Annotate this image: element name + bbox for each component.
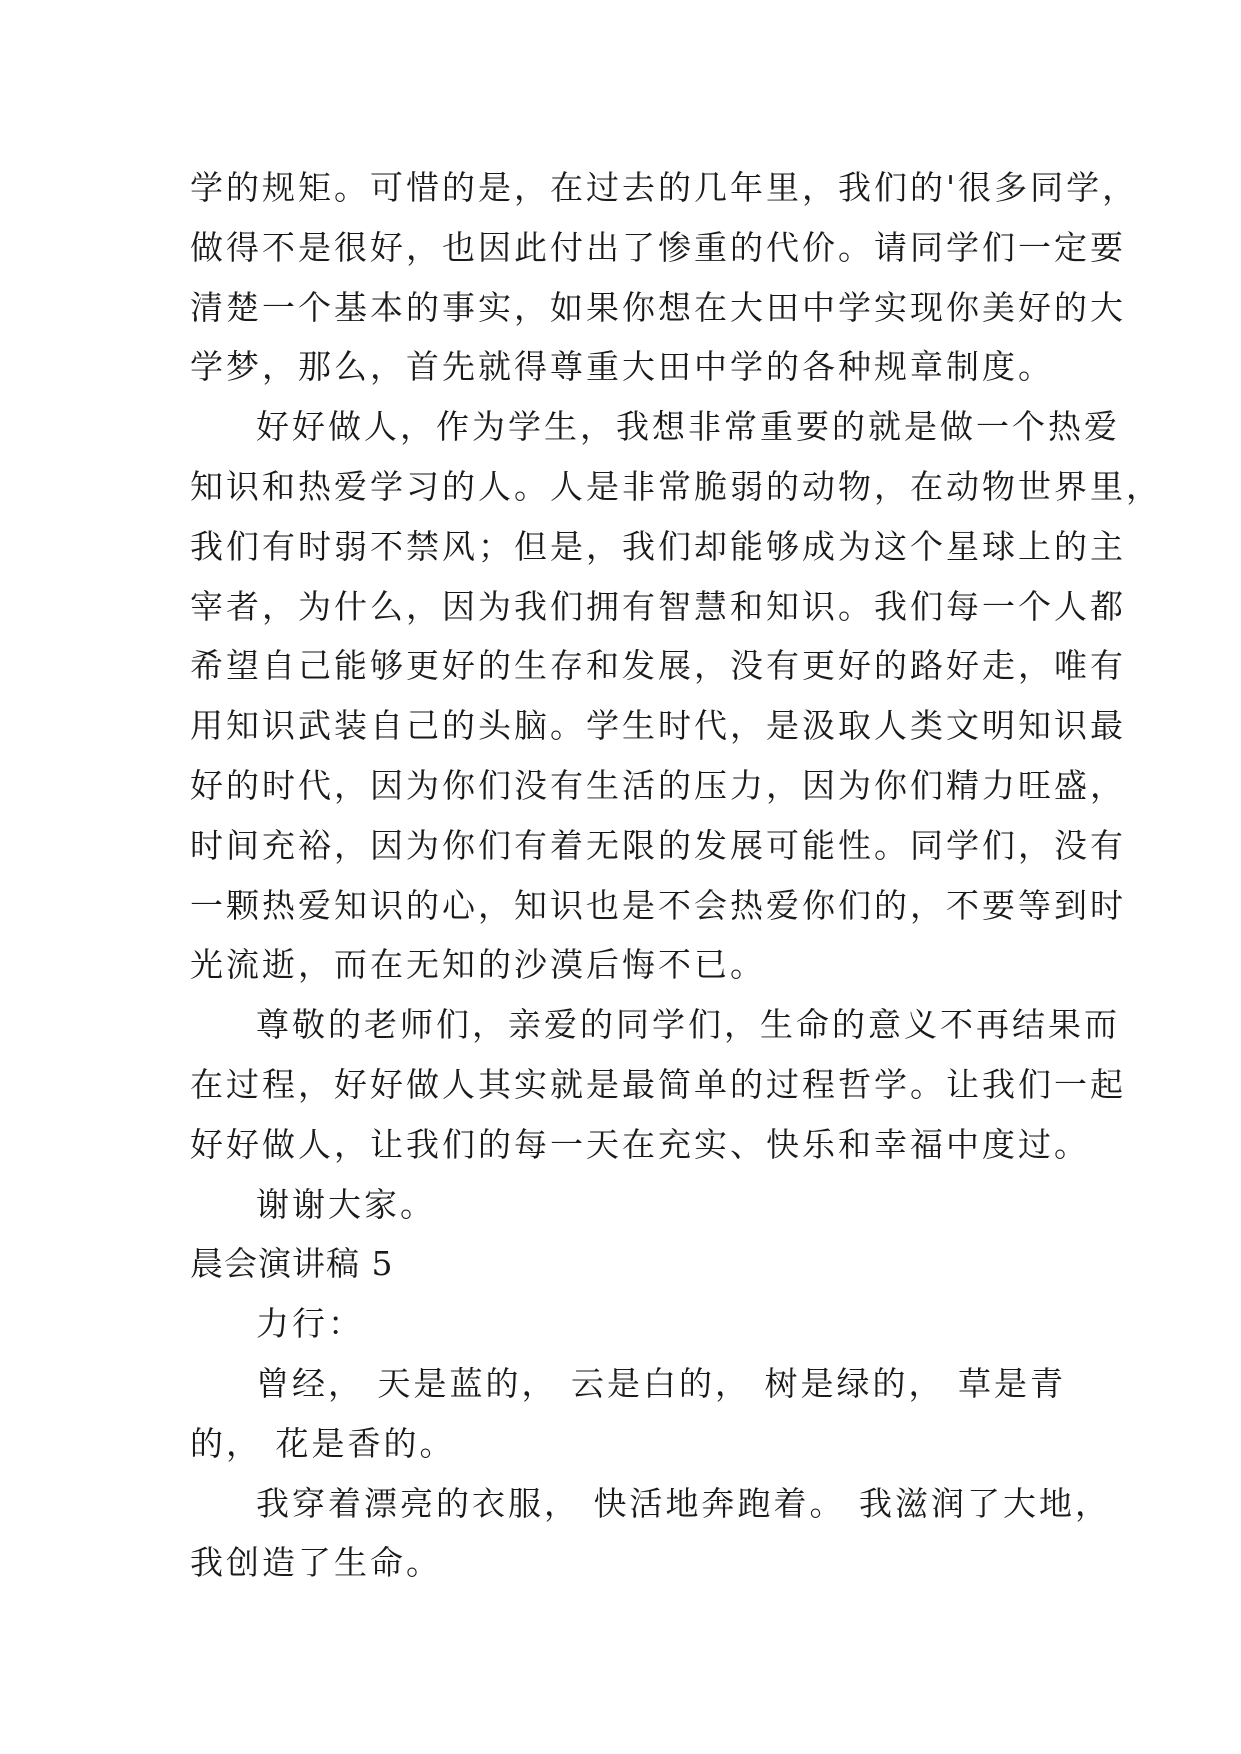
- text-line: 清楚一个基本的事实，如果你想在大田中学实现你美好的大: [190, 287, 1126, 327]
- text-line: 时间充裕，因为你们有着无限的发展可能性。同学们，没有: [190, 825, 1126, 865]
- text-line: 希望自己能够更好的生存和发展，没有更好的路好走，唯有: [190, 646, 1126, 686]
- paragraph: [190, 158, 1139, 397]
- text-line: 在过程，好好做人其实就是最简单的过程哲学。让我们一起: [190, 1064, 1126, 1104]
- paragraph: [190, 397, 1162, 995]
- text-line: 力行：: [256, 1304, 364, 1344]
- section-heading: [190, 1234, 1050, 1294]
- text-line: 光流逝，而在无知的沙漠后悔不已。: [190, 945, 766, 985]
- paragraph: [190, 1294, 1050, 1354]
- text-line: 学的规矩。可惜的是，在过去的几年里，我们的'很多同学，: [190, 168, 1139, 207]
- text-line: 晨会演讲稿 5: [190, 1244, 394, 1284]
- text-line: 好好做人，作为学生，我想非常重要的就是做一个热爱: [256, 407, 1120, 447]
- document-body: [190, 158, 1162, 1593]
- text-line: 我创造了生命。: [190, 1543, 442, 1583]
- paragraph: [190, 1175, 1050, 1235]
- text-line: 尊敬的老师们，亲爱的同学们，生命的意义不再结果而: [256, 1005, 1120, 1045]
- text-line: 做得不是很好，也因此付出了惨重的代价。请同学们一定要: [190, 227, 1126, 267]
- text-line: 用知识武装自己的头脑。学生时代，是汲取人类文明知识最: [190, 706, 1126, 746]
- text-line: 我穿着漂亮的衣服， 快活地奔跑着。 我滋润了大地，: [256, 1483, 1111, 1523]
- paragraph: [190, 995, 1126, 1174]
- text-line: 宰者，为什么，因为我们拥有智慧和知识。我们每一个人都: [190, 586, 1126, 626]
- text-line: 谢谢大家。: [256, 1184, 436, 1224]
- text-line: 好好做人，让我们的每一天在充实、快乐和幸福中度过。: [190, 1124, 1090, 1164]
- text-line: 的， 花是香的。: [190, 1423, 456, 1463]
- text-line: 学梦，那么，首先就得尊重大田中学的各种规章制度。: [190, 347, 1054, 387]
- text-line: 一颗热爱知识的心，知识也是不会热爱你们的，不要等到时: [190, 885, 1126, 925]
- paragraph: [190, 1474, 1111, 1594]
- text-line: 曾经， 天是蓝的， 云是白的， 树是绿的， 草是青: [256, 1363, 1066, 1403]
- paragraph: [190, 1354, 1066, 1474]
- text-line: 我们有时弱不禁风；但是，我们却能够成为这个星球上的主: [190, 526, 1126, 566]
- text-line: 知识和热爱学习的人。人是非常脆弱的动物，在动物世界里，: [190, 466, 1162, 506]
- text-line: 好的时代，因为你们没有生活的压力，因为你们精力旺盛，: [190, 765, 1126, 805]
